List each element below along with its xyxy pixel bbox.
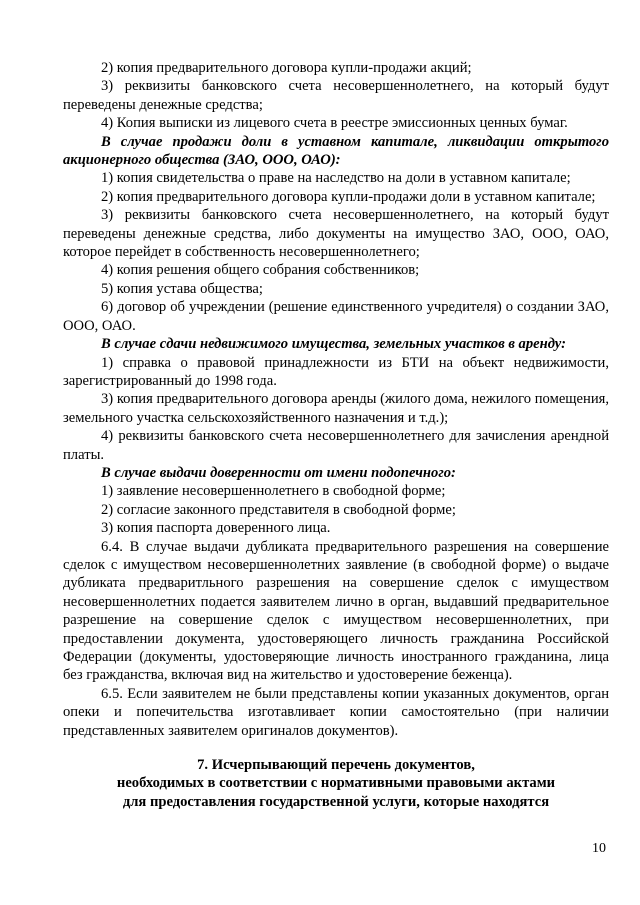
section-heading-line: для предоставления государственной услуги, которые находятся bbox=[122, 793, 550, 810]
subheading: В случае сдачи недвижимого имущества, земельных участков в аренду: bbox=[101, 336, 566, 353]
paragraph: 3) реквизиты банковского счета несовершеннолетнего, на который будут переведены денежные средства, либо документы на имущество ЗАО, ООО, ОАО, которое перейдет в собственность несовершеннолетнего; bbox=[63, 207, 609, 261]
paragraph: 2) согласие законного представителя в свободной форме; bbox=[101, 501, 456, 518]
paragraph: 4) копия решения общего собрания собственников; bbox=[101, 262, 420, 279]
document-body bbox=[63, 59, 609, 811]
section-heading bbox=[63, 756, 609, 811]
paragraph: 1) копия свидетельства о праве на наследство на доли в уставном капитале; bbox=[101, 170, 571, 187]
subheading: В случае продажи доли в уставном капитале, ликвидации открытого акционерного общества (ЗАО, ООО, ОАО): bbox=[63, 133, 609, 169]
paragraph: 3) копия паспорта доверенного лица. bbox=[101, 520, 331, 537]
paragraph: 6) договор об учреждении (решение единственного учредителя) о создании ЗАО, ООО, ОАО. bbox=[63, 299, 609, 334]
section-heading-line: 7. Исчерпывающий перечень документов, bbox=[197, 757, 475, 774]
paragraph: 6.5. Если заявителем не были представлены копии указанных документов, орган опеки и попечительства изготавливает копии самостоятельно (при наличии представленных заявителем оригиналов документов). bbox=[63, 685, 609, 739]
paragraph: 4) реквизиты банковского счета несовершеннолетнего для зачисления арендной платы. bbox=[63, 428, 609, 463]
paragraph: 2) копия предварительного договора купли-продажи акций; bbox=[101, 60, 472, 76]
paragraph: 1) справка о правовой принадлежности из БТИ на объект недвижимости, зарегистрированный до 1998 года. bbox=[63, 354, 609, 389]
paragraph: 5) копия устава общества; bbox=[101, 280, 263, 297]
section-heading-line: необходимых в соответствии с нормативными правовыми актами bbox=[116, 775, 556, 792]
subheading: В случае выдачи доверенности от имени подопечного: bbox=[101, 464, 456, 481]
paragraph: 6.4. В случае выдачи дубликата предварительного разрешения на совершение сделок с имуществом несовершеннолетних заявление (в свободной форме) о выдаче дубликата предваритльного разрешения на совершение сделок с имуществом несовершеннолетних подается заявителем лично в орган, выдавший предварительное разрешение на совершение сделок с имуществом несовершеннолетних, при предоставлении документа, удостоверяющего личность гражданина Российской Федерации (документы, удостоверяющие личность иностранного гражданина, лица без гражданства, включая вид на жительство и удостоверение беженца). bbox=[63, 538, 609, 684]
paragraph: 3) реквизиты банковского счета несовершеннолетнего, на который будут переведены денежные средства; bbox=[63, 78, 609, 113]
page-number: 10 bbox=[592, 841, 606, 856]
paragraph: 2) копия предварительного договора купли-продажи доли в уставном капитале; bbox=[101, 188, 596, 205]
paragraph: 3) копия предварительного договора аренды (жилого дома, нежилого помещения, земельного участка сельскохозяйственного назначения и т.д.); bbox=[63, 391, 609, 426]
paragraph: 4) Копия выписки из лицевого счета в реестре эмиссионных ценных бумаг. bbox=[101, 115, 568, 132]
paragraph: 1) заявление несовершеннолетнего в свободной форме; bbox=[101, 483, 446, 500]
